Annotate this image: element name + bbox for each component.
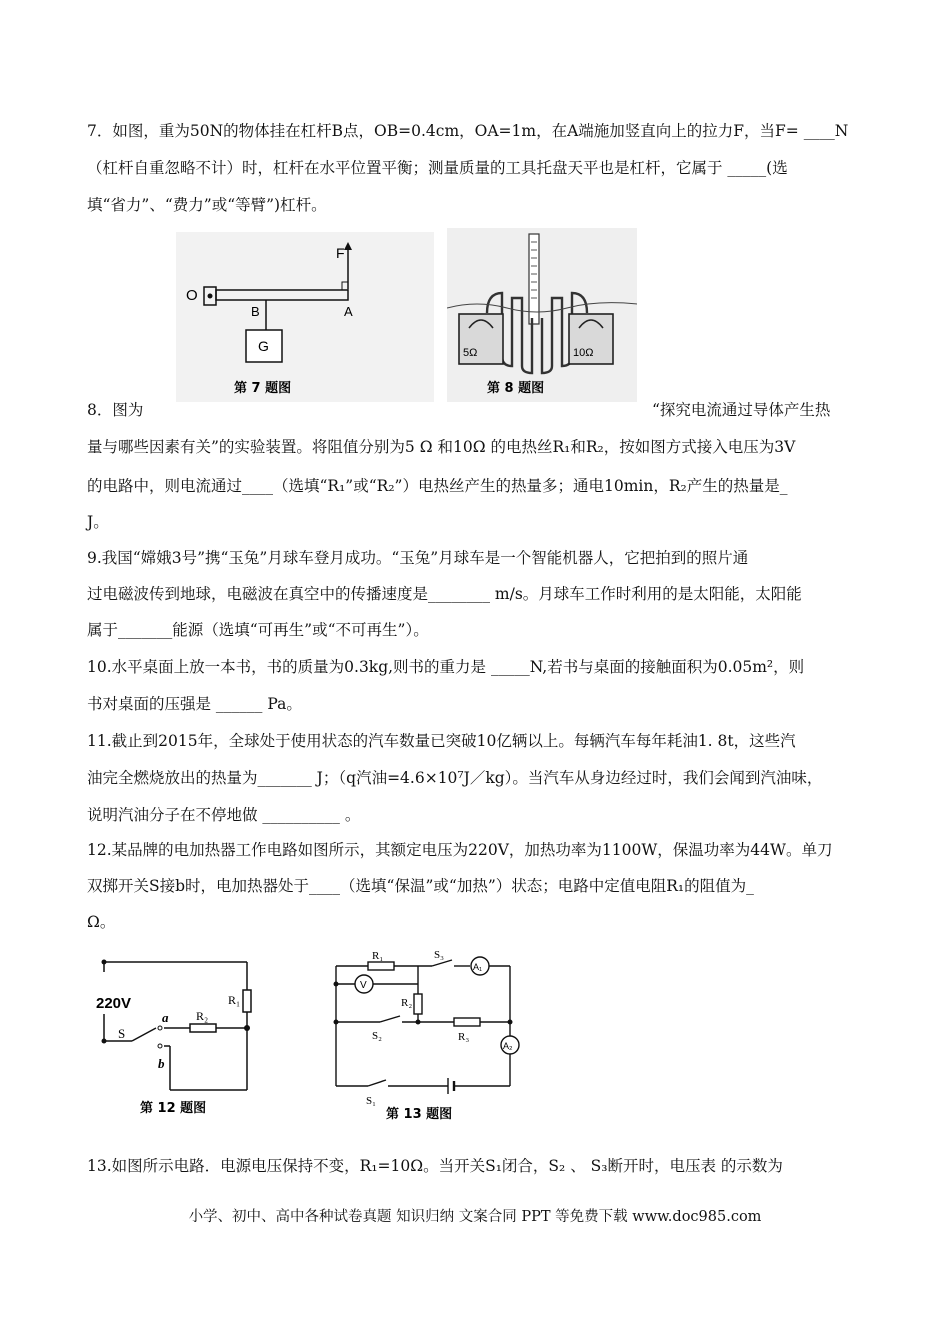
q8-line-1b: “探究电流通过导体产生热 xyxy=(652,401,831,419)
label-10-ohm: 10Ω xyxy=(573,347,594,359)
q9-line-1: 9.我国“嫦娥3号”携“玉兔”月球车登月成功。“玉兔”月球车是一个智能机器人，它把拍到的照片通 xyxy=(87,549,749,567)
label-B: B xyxy=(251,304,260,319)
q7-line-1: 7．如图，重为50N的物体挂在杠杆B点，OB=0.4cm，OA=1m，在A端施加竖直向上的拉力F，当F= ____N xyxy=(87,122,849,140)
q7-line-2: （杠杆自重忽略不计）时，杠杆在水平位置平衡；测量质量的工具托盘天平也是杠杆，它属于 _____(选 xyxy=(87,159,788,177)
label-A: A xyxy=(344,304,353,319)
q9-line-2: 过电磁波传到地球，电磁波在真空中的传播速度是________ m/s。月球车工作时利用的是太阳能，太阳能 xyxy=(87,585,802,603)
label-r2: R₂ xyxy=(401,997,413,1009)
ammeter-a1-label: A₁ xyxy=(473,962,483,972)
figure-8-apparatus xyxy=(447,228,637,402)
label-r1: R₁ xyxy=(228,993,241,1007)
q11-line-3: 说明汽油分子在不停地做 __________ 。 xyxy=(87,806,361,824)
label-a: a xyxy=(162,1010,169,1025)
q8-line-2: 量与哪些因素有关”的实验装置。将阻值分别为5 Ω 和10Ω 的电热丝R₁和R₂，按如图方式接入电压为3V xyxy=(87,438,796,456)
label-r3: R₃ xyxy=(458,1031,470,1043)
ammeter-a2-label: A₂ xyxy=(503,1041,513,1051)
figure-13-caption: 第 13 题图 xyxy=(386,1107,453,1122)
q11-line-2: 油完全燃烧放出的热量为_______ J；（q汽油=4.6×10⁷J／kg）。当汽车从身边经过时，我们会闻到汽油味， xyxy=(87,769,823,787)
label-s1: S₁ xyxy=(366,1095,376,1107)
q8-line-3: 的电路中，则电流通过____（选填“R₁”或“R₂”）电热丝产生的热量多；通电10min，R₂产生的热量是_ xyxy=(87,477,788,495)
label-O: O xyxy=(186,287,198,304)
q13-line-1: 13.如图所示电路．电源电压保持不变，R₁=10Ω。当开关S₁闭合，S₂ 、 S₃断开时，电压表 的示数为 xyxy=(87,1157,783,1175)
q7-line-3: 填“省力”、“费力”或“等臂”)杠杆。 xyxy=(87,196,327,214)
figure-13-circuit xyxy=(328,946,528,1122)
q12-line-1: 12.某品牌的电加热器工作电路如图所示，其额定电压为220V，加热功率为1100W，保温功率为44W。单刀 xyxy=(87,841,833,859)
label-r2: R₂ xyxy=(196,1009,209,1023)
q8-line-4: J。 xyxy=(87,513,109,531)
label-r1: R₁ xyxy=(372,950,384,962)
label-s2: S₂ xyxy=(372,1030,382,1042)
figure-7-lever xyxy=(176,232,434,402)
q12-line-3: Ω。 xyxy=(87,913,116,931)
label-s: S xyxy=(118,1026,126,1041)
figure-12-circuit xyxy=(92,952,270,1122)
page-footer: 小学、初中、高中各种试卷真题 知识归纳 文案合同 PPT 等免费下载 www.doc985.com xyxy=(188,1209,762,1225)
figure-8-caption: 第 8 题图 xyxy=(487,381,545,396)
figure-12-caption: 第 12 题图 xyxy=(140,1101,207,1116)
label-G: G xyxy=(258,338,269,354)
q12-line-2: 双掷开关S接b时，电加热器处于____（选填“保温”或“加热”）状态；电路中定值电阻R₁的阻值为_ xyxy=(87,877,754,895)
q8-line-1a: 8．图为 xyxy=(87,401,144,419)
q10-line-1: 10.水平桌面上放一本书，书的质量为0.3kg,则书的重力是 _____N,若书与桌面的接触面积为0.05m²，则 xyxy=(87,658,805,676)
label-5-ohm: 5Ω xyxy=(463,347,478,359)
label-F: F xyxy=(336,245,345,261)
label-s3: S₃ xyxy=(434,949,444,961)
q9-line-3: 属于_______能源（选填“可再生”或“不可再生”）。 xyxy=(87,621,429,639)
figure-7-caption: 第 7 题图 xyxy=(234,381,292,396)
label-220v: 220V xyxy=(96,995,132,1012)
q11-line-1: 11.截止到2015年，全球处于使用状态的汽车数量已突破10亿辆以上。每辆汽车每年耗油1. 8t，这些汽 xyxy=(87,732,796,750)
voltmeter-label: V xyxy=(360,980,367,991)
label-b: b xyxy=(158,1056,165,1071)
q10-line-2: 书对桌面的压强是 ______ Pa。 xyxy=(87,695,302,713)
